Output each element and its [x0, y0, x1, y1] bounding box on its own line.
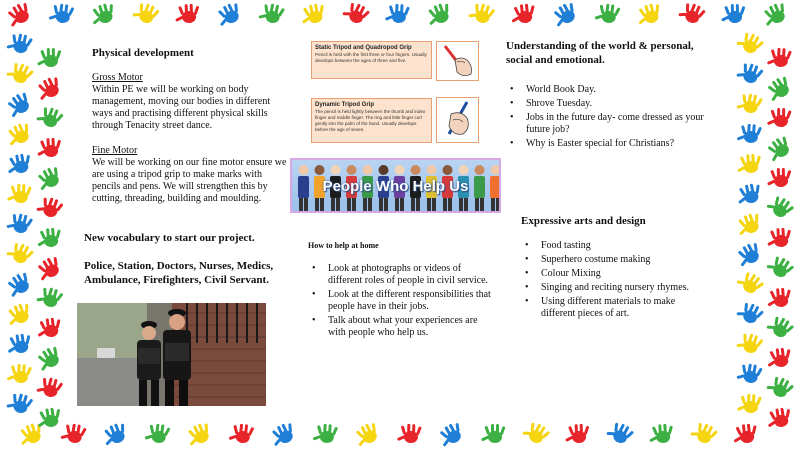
list-item: • Talk about what your experiences are with people who help us. [308, 315, 493, 339]
dynamic-grip-title: Dynamic Tripod Grip [315, 102, 375, 108]
help-at-home-section [308, 240, 493, 341]
help-at-home-list [308, 263, 493, 339]
handprint-icon [766, 198, 796, 220]
handprint-icon [736, 154, 766, 176]
handprint-icon [384, 4, 414, 26]
police-officers-photo [77, 303, 266, 406]
handprint-icon [766, 318, 796, 340]
fine-motor-title: Fine Motor [92, 145, 138, 156]
list-item: • Singing and reciting nursery rhymes. [521, 282, 701, 294]
handprint-icon [468, 4, 498, 26]
police-photo-image [77, 303, 266, 406]
handprint-icon [6, 64, 36, 86]
handprint-icon [270, 424, 300, 446]
handprint-icon [312, 424, 342, 446]
handprint-icon [766, 78, 796, 100]
handprint-icon [258, 4, 288, 26]
dynamic-grip-text: The pencil is held lightly between the thumb and index finger and middle finger. The ring and little finger curl gently into the palm of the hand. Usually develops before the age of seven. [315, 109, 426, 132]
handprint-icon [606, 424, 636, 446]
handprint-icon [678, 4, 708, 26]
vocabulary-words: Police, Station, Doctors, Nurses, Medics, Ambulance, Firefighters, Civil Servant. [84, 260, 274, 286]
handprint-icon [766, 348, 796, 370]
handprint-icon [736, 34, 766, 56]
hand-pencil-icon [437, 98, 478, 142]
handprint-icon [480, 424, 510, 446]
handprint-icon [6, 274, 36, 296]
handprint-icon [36, 378, 66, 400]
handprint-icon [766, 408, 796, 430]
list-item: • Superhero costume making [521, 254, 701, 266]
handprint-icon [174, 4, 204, 26]
handprint-icon [6, 154, 36, 176]
handprint-icon [6, 214, 36, 236]
handprint-icon [300, 4, 330, 26]
handprint-icon [720, 4, 750, 26]
handprint-icon [6, 244, 36, 266]
expressive-heading: Expressive arts and design [521, 215, 646, 227]
handprint-icon [736, 94, 766, 116]
dynamic-grip-card [311, 98, 432, 143]
handprint-icon [736, 214, 766, 236]
handprint-icon [736, 304, 766, 326]
handprint-icon [690, 424, 720, 446]
handprint-icon [766, 138, 796, 160]
expressive-list [521, 240, 701, 320]
handprint-icon [6, 334, 36, 356]
hand-pencil-icon [437, 42, 478, 80]
handprint-icon [732, 424, 762, 446]
handprint-icon [736, 274, 766, 296]
handprint-icon [648, 424, 678, 446]
expressive-arts-section [521, 214, 701, 322]
handprint-icon [766, 108, 796, 130]
handprint-icon [36, 348, 66, 370]
handprint-icon [762, 4, 792, 26]
fine-motor-text: We will be working on our fine motor ensure we are using a tripod grip to make marks with pencils and pens. We will strengthen this by cutting, threading, building and moulding. [92, 157, 287, 204]
handprint-icon [426, 4, 456, 26]
list-item: • Jobs in the future day- come dressed as your future job? [506, 112, 706, 136]
handprint-icon [594, 4, 624, 26]
handprint-icon [736, 184, 766, 206]
list-item: • World Book Day. [506, 84, 706, 96]
dynamic-grip-hand-image [436, 97, 479, 143]
handprint-icon [186, 424, 216, 446]
handprint-icon [102, 424, 132, 446]
handprint-icon [6, 394, 36, 416]
handprint-icon [736, 244, 766, 266]
banner-title: People Who Help Us [322, 178, 469, 195]
handprint-icon [6, 34, 36, 56]
understanding-section [506, 39, 706, 152]
handprint-icon [510, 4, 540, 26]
understanding-heading: Understanding of the world & personal, social and emotional. [506, 40, 694, 66]
handprint-icon [90, 4, 120, 26]
handprint-icon [736, 64, 766, 86]
understanding-list [506, 84, 706, 150]
handprint-icon [6, 124, 36, 146]
list-item: • Shrove Tuesday. [506, 98, 706, 110]
handprint-icon [6, 304, 36, 326]
list-item: • Look at photographs or videos of different roles of people in civil service. [308, 263, 493, 287]
handprint-icon [216, 4, 246, 26]
handprint-icon [6, 94, 36, 116]
handprint-icon [228, 424, 258, 446]
handprint-icon [354, 424, 384, 446]
handprint-icon [36, 168, 66, 190]
list-item: • Using different materials to make different pieces of art. [521, 296, 701, 320]
static-grip-title: Static Tripod and Quadropod Grip [315, 45, 412, 51]
handprint-icon [36, 228, 66, 250]
handprint-icon [36, 408, 66, 430]
handprint-icon [144, 424, 174, 446]
list-item: • Colour Mixing [521, 268, 701, 280]
handprint-icon [736, 394, 766, 416]
handprint-icon [6, 364, 36, 386]
handprint-icon [766, 288, 796, 310]
physical-development-section [92, 46, 292, 205]
handprint-icon [342, 4, 372, 26]
gross-motor-text: Within PE we will be working on body management, moving our bodies in different ways and practising different physical skills through Tenacity street dance. [92, 84, 271, 131]
handprint-icon [736, 364, 766, 386]
handprint-icon [636, 4, 666, 26]
handprint-icon [766, 258, 796, 280]
handprint-icon [36, 318, 66, 340]
handprint-icon [36, 48, 66, 70]
gross-motor-title: Gross Motor [92, 72, 143, 83]
handprint-icon [736, 334, 766, 356]
static-grip-card [311, 41, 432, 79]
handprint-icon [522, 424, 552, 446]
handprint-icon [36, 288, 66, 310]
handprint-icon [396, 424, 426, 446]
handprint-icon [6, 4, 36, 26]
handprint-icon [36, 108, 66, 130]
handprint-icon [438, 424, 468, 446]
handprint-icon [552, 4, 582, 26]
handprint-icon [36, 78, 66, 100]
help-at-home-heading: How to help at home [308, 241, 379, 250]
physical-heading: Physical development [92, 47, 194, 59]
handprint-icon [6, 184, 36, 206]
handprint-icon [766, 228, 796, 250]
handprint-icon [766, 168, 796, 190]
static-grip-hand-image [436, 41, 479, 81]
handprint-icon [766, 378, 796, 400]
vocabulary-section [84, 231, 284, 287]
handprint-icon [36, 198, 66, 220]
list-item: • Look at the different responsibilities that people have in their jobs. [308, 289, 493, 313]
handprint-icon [564, 424, 594, 446]
handprint-icon [132, 4, 162, 26]
handprint-icon [36, 138, 66, 160]
list-item: • Why is Easter special for Christians? [506, 138, 706, 150]
list-item: • Food tasting [521, 240, 701, 252]
static-grip-text: Pencil is held with the first three or four fingers. Usually develops between the ages of three and five. [315, 52, 427, 63]
handprint-icon [766, 48, 796, 70]
handprint-icon [36, 258, 66, 280]
handprint-icon [48, 4, 78, 26]
vocabulary-heading: New vocabulary to start our project. [84, 232, 255, 244]
handprint-icon [736, 124, 766, 146]
people-who-help-us-banner [290, 158, 501, 213]
